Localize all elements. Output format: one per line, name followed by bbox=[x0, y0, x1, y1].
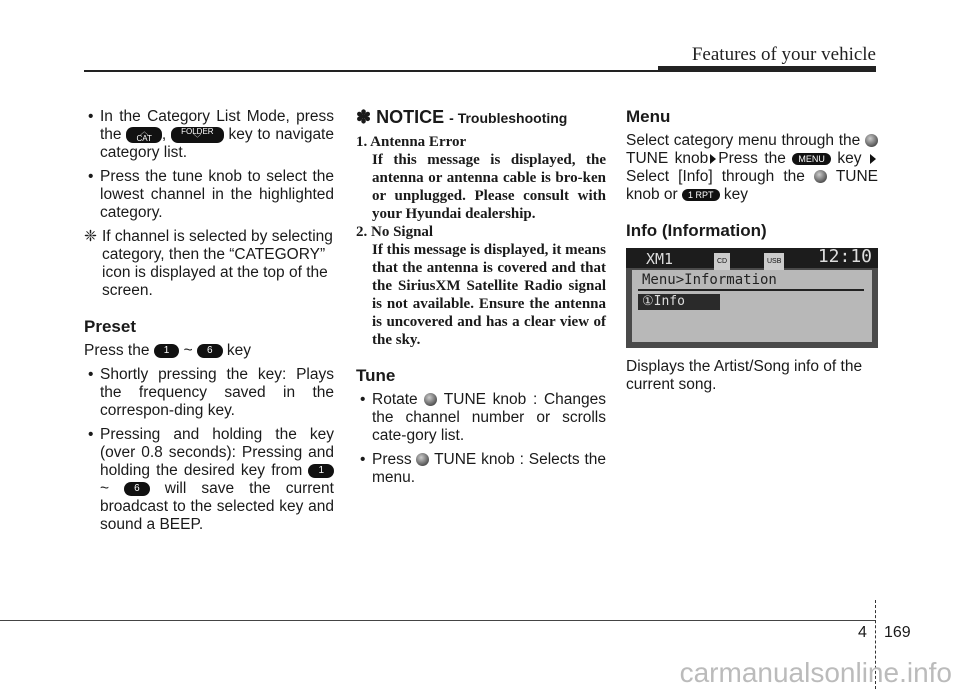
tune-knob-icon bbox=[865, 134, 878, 147]
column-right bbox=[626, 108, 878, 400]
bullet-tune-knob: • Press the tune knob to select the lowest channel in the highlighted category. bbox=[84, 168, 334, 222]
display-menu-title: Menu>Information bbox=[642, 272, 777, 288]
preset-key-1-icon: 1 bbox=[308, 464, 334, 478]
tune-knob-icon bbox=[416, 453, 429, 466]
arrow-right-icon bbox=[870, 154, 876, 164]
menu-key-icon: MENU bbox=[792, 153, 831, 165]
display-divider bbox=[638, 289, 864, 291]
rpt-key-icon: 1 RPT bbox=[682, 189, 720, 201]
radio-display-screenshot bbox=[626, 248, 878, 348]
bullet-short-press: • Shortly pressing the key: Plays the frequency saved in the correspon-ding key. bbox=[84, 366, 334, 420]
folder-key-icon: FOLDER ﹀ bbox=[171, 127, 223, 143]
tune-heading: Tune bbox=[356, 366, 396, 385]
display-clock: 12:10 bbox=[817, 246, 872, 267]
notice-symbol-icon: ✽ bbox=[356, 107, 372, 127]
column-middle bbox=[356, 108, 606, 493]
preset-instruction: Press the 1 ~ 6 key bbox=[84, 342, 252, 359]
notice-heading: ✽ NOTICE - Troubleshooting bbox=[356, 107, 568, 127]
preset-key-1-icon: 1 bbox=[154, 344, 180, 358]
tune-knob-icon bbox=[424, 393, 437, 406]
preset-key-6-icon: 6 bbox=[197, 344, 223, 358]
page-header-title: Features of your vehicle bbox=[691, 44, 876, 65]
preset-key-6-icon: 6 bbox=[124, 482, 150, 496]
info-heading: Info (Information) bbox=[626, 221, 767, 240]
column-left bbox=[84, 108, 334, 540]
display-menu-panel bbox=[632, 270, 872, 342]
bullet-text: key to navigate category list. bbox=[100, 126, 334, 161]
note-symbol-icon: ❈ bbox=[84, 228, 97, 245]
display-status-bar bbox=[626, 248, 878, 268]
bullet-text: In the Category List Mode, press the bbox=[100, 108, 334, 143]
chapter-number: 4 bbox=[858, 624, 867, 641]
bullet-rotate-tune: • Rotate TUNE knob : Changes the channel number or scrolls cate-gory list. bbox=[356, 391, 606, 445]
note-category-icon: ❈ If channel is selected by selecting category, then the “CATEGORY” icon is displayed at the top of the screen. bbox=[84, 228, 333, 299]
footer-rule bbox=[0, 620, 876, 621]
menu-heading: Menu bbox=[626, 107, 671, 126]
menu-instruction: Select category menu through the TUNE knob Press the MENU key Select [Info] through the TUNE knob or 1 RPT key bbox=[626, 132, 879, 203]
header-rule-accent bbox=[658, 66, 876, 72]
display-menu-item-info: ①Info bbox=[638, 294, 720, 310]
notice-no-signal: 2. No Signal If this message is displayed, it means that the antenna is covered and that the SiriusXM Satellite Radio signal is not available. Ensure the antenna is uncovered and has a clear view of the sky. bbox=[356, 224, 606, 348]
page-number: 169 bbox=[884, 624, 911, 641]
preset-heading: Preset bbox=[84, 317, 136, 336]
info-caption: Displays the Artist/Song info of the current song. bbox=[626, 358, 863, 393]
arrow-right-icon bbox=[710, 154, 716, 164]
bullet-category-list: • In the Category List Mode, press the ︿ CAT , FOLDER ﹀ key to navigate category list. bbox=[84, 108, 334, 162]
notice-antenna-error: 1. Antenna Error If this message is displayed, the antenna or antenna cable is bro-ken or unplugged. Please consult with your Hyundai dealership. bbox=[356, 134, 606, 222]
usb-icon: USB bbox=[764, 253, 784, 271]
cat-key-icon: ︿ CAT bbox=[126, 127, 161, 143]
cd-icon: CD bbox=[714, 253, 730, 271]
bullet-press-tune: • Press TUNE knob : Selects the menu. bbox=[356, 451, 606, 487]
band-label: XM1 bbox=[646, 250, 674, 268]
tune-knob-icon bbox=[814, 170, 827, 183]
bullet-long-press: • Pressing and holding the key (over 0.8 seconds): Pressing and holding the desired key from 1 ~ 6 will save the current broadcast to the selected key and sound a BEEP. bbox=[84, 426, 334, 534]
watermark: carmanualsonline.info bbox=[679, 657, 952, 688]
